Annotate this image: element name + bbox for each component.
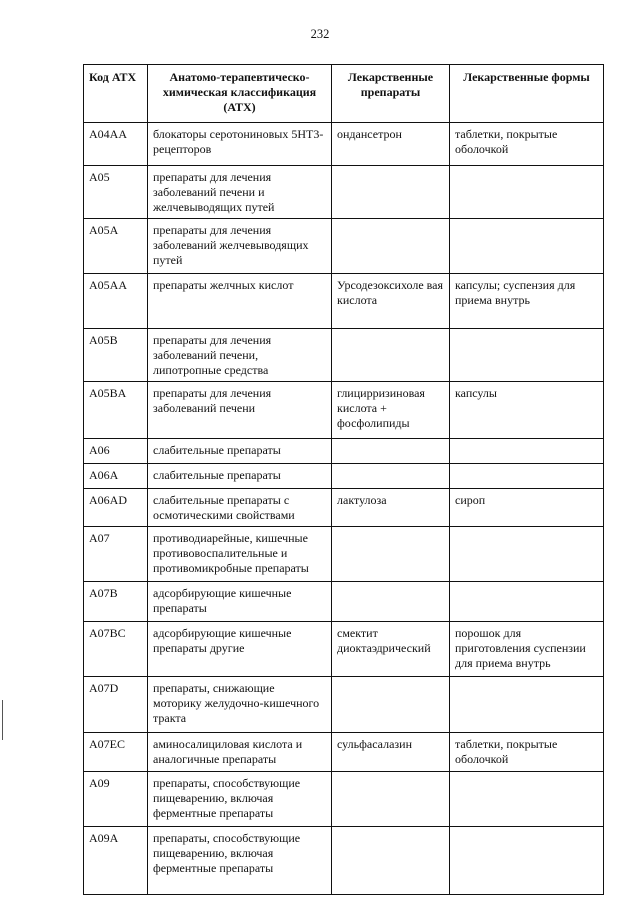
cell-drug bbox=[332, 677, 450, 733]
cell-code: A07EC bbox=[84, 733, 148, 772]
table-row bbox=[84, 582, 604, 622]
cell-classification: противодиарейные, кишечные противовоспалительные и противомикробные препараты bbox=[148, 527, 332, 582]
cell-form bbox=[450, 827, 604, 895]
cell-form bbox=[450, 582, 604, 622]
cell-code: A05AA bbox=[84, 274, 148, 329]
table-row bbox=[84, 733, 604, 772]
cell-code: A06AD bbox=[84, 489, 148, 527]
table-header-row bbox=[84, 65, 604, 123]
cell-drug bbox=[332, 582, 450, 622]
cell-code: A07D bbox=[84, 677, 148, 733]
cell-classification: препараты для лечения заболеваний желчевыводящих путей bbox=[148, 219, 332, 274]
page-number: 232 bbox=[310, 27, 330, 41]
cell-code: A04AA bbox=[84, 123, 148, 166]
cell-form bbox=[450, 439, 604, 464]
cell-code: A06 bbox=[84, 439, 148, 464]
cell-code: A06A bbox=[84, 464, 148, 489]
table-row bbox=[84, 622, 604, 677]
cell-code: A07B bbox=[84, 582, 148, 622]
cell-classification: препараты для лечения заболеваний печени, липотропные средства bbox=[148, 329, 332, 382]
table-row bbox=[84, 329, 604, 382]
cell-classification: препараты для лечения заболеваний печени и желчевыводящих путей bbox=[148, 166, 332, 219]
cell-code: A07BC bbox=[84, 622, 148, 677]
cell-form bbox=[450, 772, 604, 827]
cell-classification: препараты, способствующие пищеварению, включая ферментные препараты bbox=[148, 827, 332, 895]
cell-form bbox=[450, 166, 604, 219]
cell-drug bbox=[332, 464, 450, 489]
cell-drug: сульфасалазин bbox=[332, 733, 450, 772]
cell-form: сироп bbox=[450, 489, 604, 527]
header-atc-classification: Анатомо-терапевтическо-химическая классификация (АТХ) bbox=[148, 65, 332, 123]
cell-code: A09A bbox=[84, 827, 148, 895]
atc-drug-table bbox=[83, 64, 604, 895]
table-row bbox=[84, 123, 604, 166]
cell-code: A05BA bbox=[84, 382, 148, 439]
table-row bbox=[84, 464, 604, 489]
table-row bbox=[84, 274, 604, 329]
cell-drug: лактулоза bbox=[332, 489, 450, 527]
header-dosage-forms: Лекарственные формы bbox=[450, 65, 604, 123]
cell-form bbox=[450, 527, 604, 582]
cell-classification: блокаторы серотониновых 5HT3-рецепторов bbox=[148, 123, 332, 166]
cell-drug bbox=[332, 439, 450, 464]
cell-form: таблетки, покрытые оболочкой bbox=[450, 123, 604, 166]
table-row bbox=[84, 166, 604, 219]
cell-drug bbox=[332, 527, 450, 582]
cell-classification: адсорбирующие кишечные препараты bbox=[148, 582, 332, 622]
cell-form bbox=[450, 677, 604, 733]
cell-classification: слабительные препараты bbox=[148, 439, 332, 464]
cell-classification: слабительные препараты с осмотическими свойствами bbox=[148, 489, 332, 527]
table-row bbox=[84, 772, 604, 827]
cell-form bbox=[450, 219, 604, 274]
table-row bbox=[84, 677, 604, 733]
header-atc-code: Код АТХ bbox=[84, 65, 148, 123]
scan-edge-mark bbox=[2, 700, 3, 740]
cell-drug: глицирризиновая кислота + фосфолипиды bbox=[332, 382, 450, 439]
cell-drug: смектит диоктаэдрический bbox=[332, 622, 450, 677]
cell-classification: препараты, снижающие моторику желудочно-кишечного тракта bbox=[148, 677, 332, 733]
cell-code: A09 bbox=[84, 772, 148, 827]
cell-classification: препараты желчных кислот bbox=[148, 274, 332, 329]
table-row bbox=[84, 489, 604, 527]
cell-code: A05B bbox=[84, 329, 148, 382]
table-row bbox=[84, 219, 604, 274]
cell-drug bbox=[332, 329, 450, 382]
cell-code: A07 bbox=[84, 527, 148, 582]
cell-classification: адсорбирующие кишечные препараты другие bbox=[148, 622, 332, 677]
cell-classification: аминосалициловая кислота и аналогичные препараты bbox=[148, 733, 332, 772]
cell-classification: слабительные препараты bbox=[148, 464, 332, 489]
table-row bbox=[84, 439, 604, 464]
cell-classification: препараты для лечения заболеваний печени bbox=[148, 382, 332, 439]
cell-form bbox=[450, 464, 604, 489]
cell-drug bbox=[332, 827, 450, 895]
table-row bbox=[84, 827, 604, 895]
cell-drug bbox=[332, 219, 450, 274]
cell-form: капсулы; суспензия для приема внутрь bbox=[450, 274, 604, 329]
cell-form: таблетки, покрытые оболочкой bbox=[450, 733, 604, 772]
cell-form: капсулы bbox=[450, 382, 604, 439]
table-row bbox=[84, 527, 604, 582]
cell-drug bbox=[332, 166, 450, 219]
table-row bbox=[84, 382, 604, 439]
cell-code: A05 bbox=[84, 166, 148, 219]
cell-drug: Урсодезоксихоле вая кислота bbox=[332, 274, 450, 329]
cell-code: A05A bbox=[84, 219, 148, 274]
cell-drug: ондансетрон bbox=[332, 123, 450, 166]
cell-classification: препараты, способствующие пищеварению, включая ферментные препараты bbox=[148, 772, 332, 827]
cell-form: порошок для приготовления суспензии для приема внутрь bbox=[450, 622, 604, 677]
cell-form bbox=[450, 329, 604, 382]
cell-drug bbox=[332, 772, 450, 827]
header-drugs: Лекарственные препараты bbox=[332, 65, 450, 123]
